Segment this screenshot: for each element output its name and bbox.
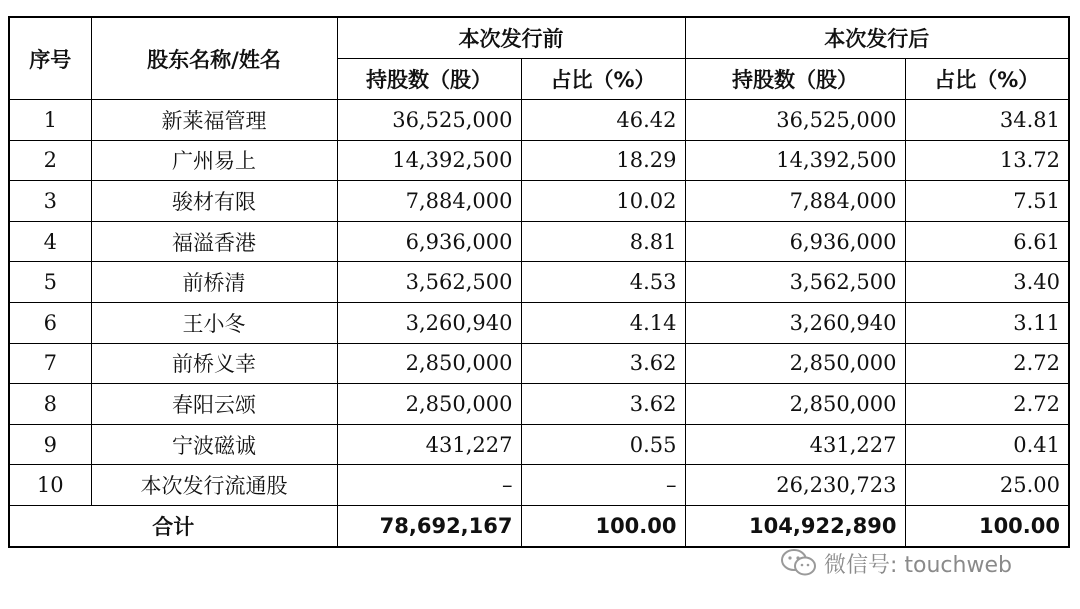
row-shareholder-name: 新莱福管理	[91, 100, 337, 141]
row-shares-before: 431,227	[337, 424, 521, 465]
table-row	[9, 262, 1069, 303]
table-row	[9, 384, 1069, 425]
watermark-text: 微信号: touchweb	[824, 552, 1012, 578]
row-shareholder-name: 春阳云颂	[91, 384, 337, 425]
header-ratio-after: 占比（%）	[905, 59, 1069, 100]
row-shares-after: 6,936,000	[685, 221, 905, 262]
row-ratio-after: 0.41	[905, 424, 1069, 465]
row-shares-after: 26,230,723	[685, 465, 905, 506]
row-shares-after: 36,525,000	[685, 100, 905, 141]
row-shareholder-name: 前桥义幸	[91, 343, 337, 384]
row-ratio-before: 4.14	[521, 302, 685, 343]
row-index: 6	[9, 302, 91, 343]
table-row	[9, 181, 1069, 222]
row-ratio-before: 4.53	[521, 262, 685, 303]
total-shares-before: 78,692,167	[337, 506, 521, 548]
row-ratio-before: –	[521, 465, 685, 506]
row-ratio-before: 46.42	[521, 100, 685, 141]
row-ratio-after: 6.61	[905, 221, 1069, 262]
row-shares-before: 3,562,500	[337, 262, 521, 303]
total-ratio-before: 100.00	[521, 506, 685, 548]
row-index: 9	[9, 424, 91, 465]
row-shares-after: 14,392,500	[685, 140, 905, 181]
total-label: 合计	[9, 506, 337, 548]
shareholder-table	[8, 16, 1070, 548]
row-shareholder-name: 王小冬	[91, 302, 337, 343]
row-ratio-before: 10.02	[521, 181, 685, 222]
row-shares-before: 2,850,000	[337, 384, 521, 425]
table-row	[9, 140, 1069, 181]
row-index: 5	[9, 262, 91, 303]
row-shares-before: 6,936,000	[337, 221, 521, 262]
table-row	[9, 424, 1069, 465]
row-ratio-before: 0.55	[521, 424, 685, 465]
row-shares-after: 7,884,000	[685, 181, 905, 222]
row-ratio-after: 2.72	[905, 384, 1069, 425]
row-index: 1	[9, 100, 91, 141]
row-shareholder-name: 福溢香港	[91, 221, 337, 262]
row-shareholder-name: 骏材有限	[91, 181, 337, 222]
row-shares-before: 36,525,000	[337, 100, 521, 141]
row-ratio-before: 3.62	[521, 384, 685, 425]
row-shares-after: 431,227	[685, 424, 905, 465]
watermark	[780, 546, 1012, 580]
total-ratio-after: 100.00	[905, 506, 1069, 548]
row-ratio-after: 3.11	[905, 302, 1069, 343]
header-name: 股东名称/姓名	[91, 17, 337, 100]
header-after-group: 本次发行后	[685, 17, 1069, 59]
row-ratio-after: 2.72	[905, 343, 1069, 384]
row-shares-before: 2,850,000	[337, 343, 521, 384]
row-index: 7	[9, 343, 91, 384]
wechat-icon	[780, 548, 818, 578]
table-row	[9, 100, 1069, 141]
row-ratio-after: 13.72	[905, 140, 1069, 181]
row-index: 8	[9, 384, 91, 425]
header-ratio-before: 占比（%）	[521, 59, 685, 100]
header-before-group: 本次发行前	[337, 17, 685, 59]
row-shares-before: 7,884,000	[337, 181, 521, 222]
row-index: 2	[9, 140, 91, 181]
row-ratio-before: 18.29	[521, 140, 685, 181]
row-shares-before: 3,260,940	[337, 302, 521, 343]
row-index: 10	[9, 465, 91, 506]
row-shareholder-name: 广州易上	[91, 140, 337, 181]
row-shareholder-name: 宁波磁诚	[91, 424, 337, 465]
header-row-1	[9, 17, 1069, 59]
table-row	[9, 221, 1069, 262]
row-ratio-after: 3.40	[905, 262, 1069, 303]
row-shares-after: 2,850,000	[685, 343, 905, 384]
row-ratio-after: 25.00	[905, 465, 1069, 506]
row-shares-after: 3,562,500	[685, 262, 905, 303]
table-body	[9, 100, 1069, 506]
table-row	[9, 302, 1069, 343]
table-row	[9, 343, 1069, 384]
row-ratio-before: 3.62	[521, 343, 685, 384]
total-row	[9, 506, 1069, 548]
row-shareholder-name: 前桥清	[91, 262, 337, 303]
row-ratio-after: 7.51	[905, 181, 1069, 222]
row-ratio-after: 34.81	[905, 100, 1069, 141]
header-shares-after: 持股数（股）	[685, 59, 905, 100]
row-shares-after: 2,850,000	[685, 384, 905, 425]
header-index: 序号	[9, 17, 91, 100]
table-row	[9, 465, 1069, 506]
row-ratio-before: 8.81	[521, 221, 685, 262]
row-index: 3	[9, 181, 91, 222]
row-shares-before: 14,392,500	[337, 140, 521, 181]
row-shares-before: –	[337, 465, 521, 506]
row-shareholder-name: 本次发行流通股	[91, 465, 337, 506]
header-shares-before: 持股数（股）	[337, 59, 521, 100]
row-index: 4	[9, 221, 91, 262]
row-shares-after: 3,260,940	[685, 302, 905, 343]
total-shares-after: 104,922,890	[685, 506, 905, 548]
